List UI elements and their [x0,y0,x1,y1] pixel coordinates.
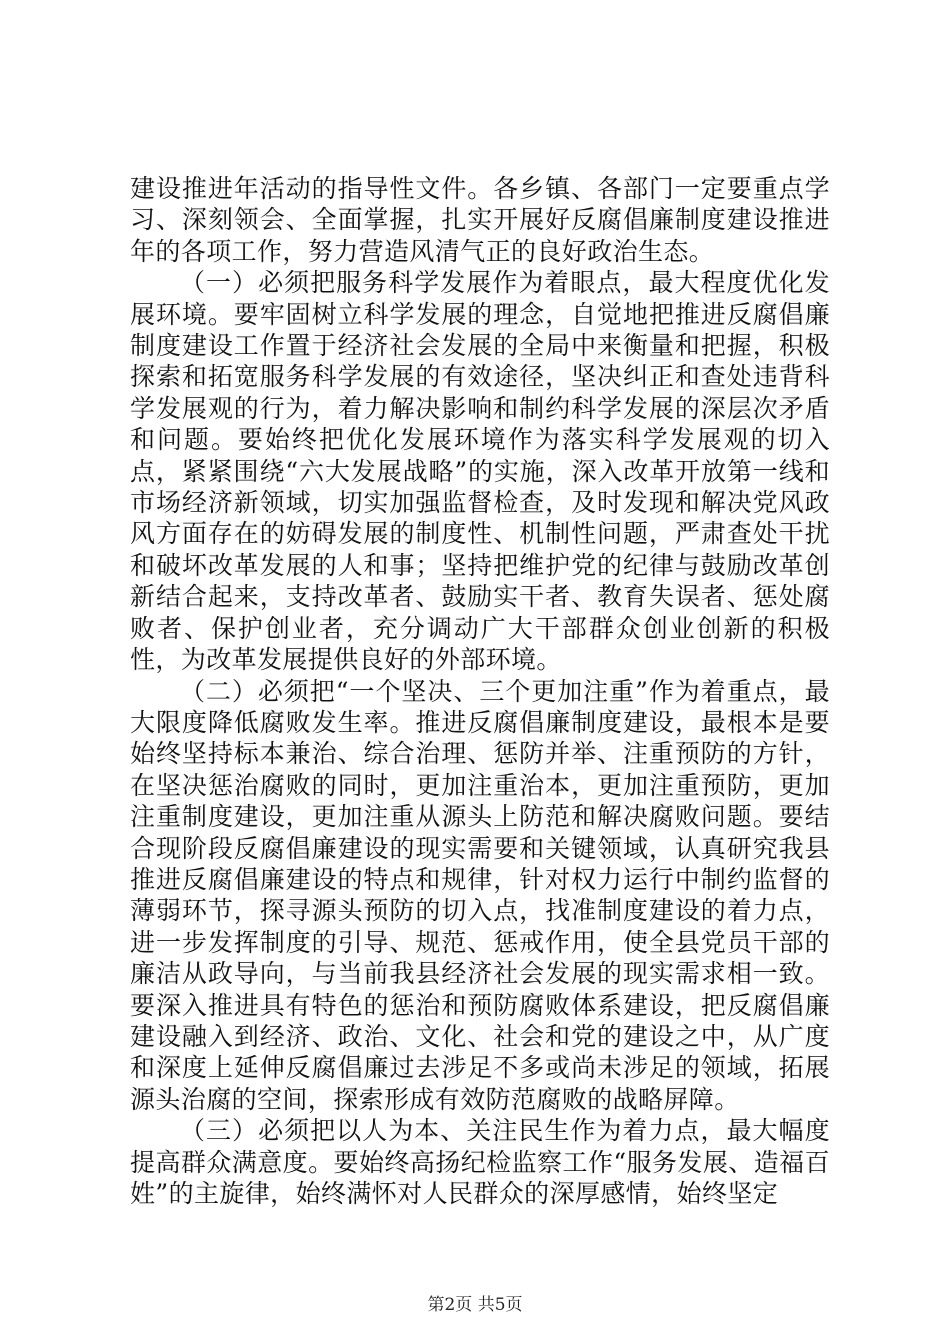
paragraph-section-1: （一）必须把服务科学发展作为着眼点，最大程度优化发展环境。要牢固树立科学发展的理念，自觉地把推进反腐倡廉制度建设工作置于经济社会发展的全局中来衡量和把握，积极探索和拓宽服务科学发展的有效途径，坚决纠正和查处违背科学发展观的行为，着力解决影响和制约科学发展的深层次矛盾和问题。要始终把优化发展环境作为落实科学发展观的切入点，紧紧围绕“六大发展战略”的实施，深入改革开放第一线和市场经济新领域，切实加强监督检查，及时发现和解决党风政风方面存在的妨碍发展的制度性、机制性问题，严肃查处干扰和破坏改革发展的人和事；坚持把维护党的纪律与鼓励改革创新结合起来，支持改革者、鼓励实干者、教育失误者、惩处腐败者、保护创业者，充分调动广大干部群众创业创新的积极性，为改革发展提供良好的外部环境。 [130,268,830,675]
paragraph-intro: 建设推进年活动的指导性文件。各乡镇、各部门一定要重点学习、深刻领会、全面掌握，扎实开展好反腐倡廉制度建设推进年的各项工作，努力营造风清气正的良好政治生态。 [130,174,830,266]
page-number-footer: 第2页 共5页 [427,1295,523,1315]
document-body [130,173,830,1209]
paragraph-section-2: （二）必须把“一个坚决、三个更加注重”作为着重点，最大限度降低腐败发生率。推进反腐倡廉制度建设，最根本是要始终坚持标本兼治、综合治理、惩防并举、注重预防的方针，在坚决惩治腐败的同时，更加注重治本，更加注重预防，更加注重制度建设，更加注重从源头上防范和解决腐败问题。要结合现阶段反腐倡廉建设的现实需要和关键领域，认真研究我县推进反腐倡廉建设的特点和规律，针对权力运行中制约监督的薄弱环节，探寻源头预防的切入点，找准制度建设的着力点，进一步发挥制度的引导、规范、惩戒作用，使全县党员干部的廉洁从政导向，与当前我县经济社会发展的现实需求相一致。要深入推进具有特色的惩治和预防腐败体系建设，把反腐倡廉建设融入到经济、政治、文化、社会和党的建设之中，从广度和深度上延伸反腐倡廉过去涉足不多或尚未涉足的领域，拓展源头治腐的空间，探索形成有效防范腐败的战略屏障。 [130,676,830,1114]
paragraph-section-3: （三）必须把以人为本、关注民生作为着力点，最大幅度提高群众满意度。要始终高扬纪检监察工作“服务发展、造福百姓”的主旋律，始终满怀对人民群众的深厚感情，始终坚定 [130,1116,830,1208]
